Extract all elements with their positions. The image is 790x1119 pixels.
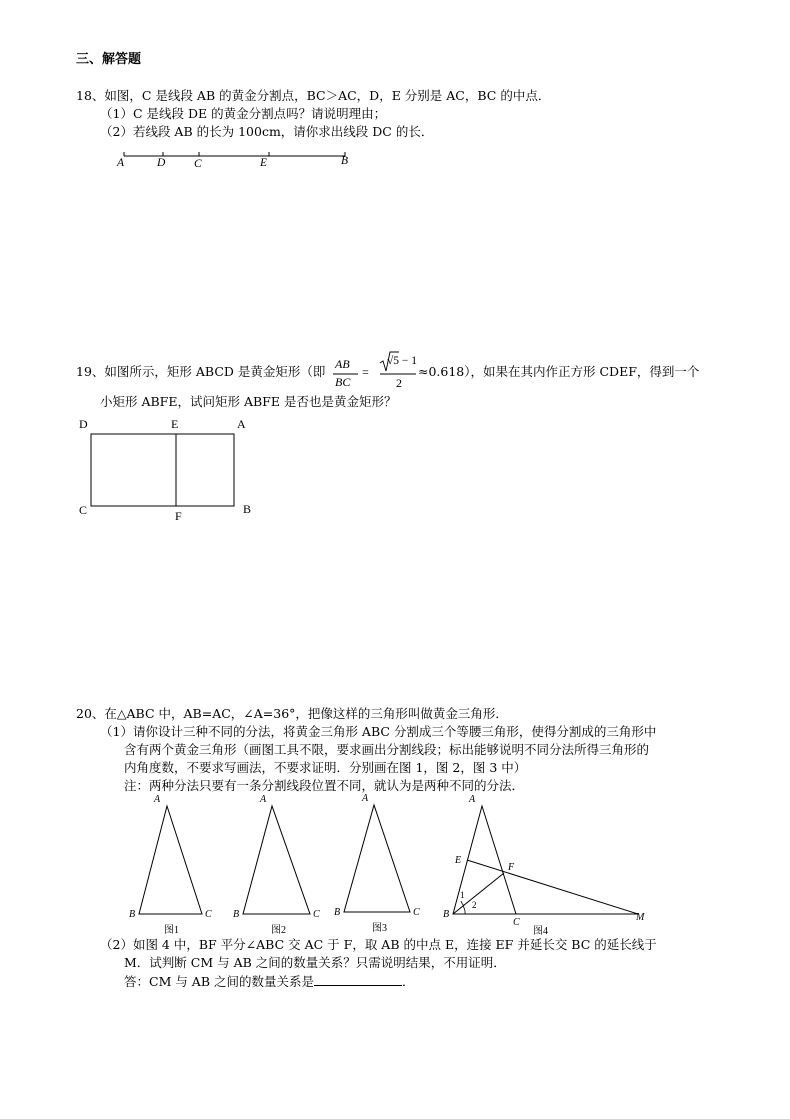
q18-segment-figure (124, 152, 345, 156)
fig2-label-A: A (260, 794, 267, 805)
fig3-caption: 图3 (372, 923, 387, 934)
fig4-label-C: C (513, 917, 520, 928)
q18-sub2: （2）若线段 AB 的长为 100cm，请你求出线段 DC 的长． (100, 124, 434, 139)
q19-label-D: D (79, 417, 88, 431)
q18-sub1: （1）C 是线段 DE 的黄金分割点吗？请说明理由； (100, 106, 387, 121)
q20-sub1-line2: 含有两个黄金三角形（画图工具不限，要求画出分割线段；标出能够说明不同分法所得三角形的 (124, 742, 650, 757)
fig4-label-B: B (443, 909, 450, 920)
q18-label-D: D (157, 157, 166, 169)
q20-answer-end: ． (402, 974, 415, 989)
fig4-angle-1: 1 (460, 890, 465, 900)
fig2-label-C: C (313, 909, 320, 920)
q20-sub1-line3: 内角度数，不要求写画法，不要求证明．分别画在图 1，图 2，图 3 中） (124, 760, 527, 775)
q19-label-E: E (171, 417, 179, 431)
q19-line2: 小矩形 ABFE，试问矩形 ABFE 是否也是黄金矩形？ (100, 394, 397, 409)
q19-rectangle-figure (91, 434, 234, 506)
fig4-label-E: E (455, 855, 462, 866)
fig2-caption: 图2 (271, 925, 286, 936)
q20-answer-text: 答：CM 与 AB 之间的数量关系是 (124, 974, 314, 989)
fig2-triangle (243, 806, 310, 914)
q19-sqrt-expr: √5 − 1 (387, 355, 418, 367)
q19-approx: ≈0.618），如果在其内作正方形 CDEF，得到一个 (418, 364, 700, 379)
q20-stem: 20、在△ABC 中，AB=AC，∠A=36°，把像这样的三角形叫做黄金三角形． (76, 706, 508, 721)
fig1-label-B: B (129, 909, 136, 920)
fig4-label-M: M (636, 912, 645, 923)
q19-eq: = (362, 365, 369, 379)
section-title: 三、解答题 (76, 52, 142, 67)
fig4-angle-2: 2 (472, 900, 477, 910)
fig3-label-C: C (413, 907, 420, 918)
fig4-diagram (453, 806, 638, 914)
q18-label-A: A (117, 157, 125, 169)
fig3-label-A: A (362, 793, 369, 804)
q19-label-F: F (175, 509, 182, 523)
q19-label-A: A (237, 417, 246, 431)
answer-blank[interactable] (314, 973, 402, 986)
fig4-label-A: A (469, 794, 476, 805)
q19-label-B: B (243, 502, 252, 516)
fig4-label-F: F (508, 862, 515, 873)
q18-label-E: E (260, 157, 268, 169)
fig4-caption: 图4 (533, 926, 548, 937)
q18-label-C: C (194, 158, 202, 170)
q20-sub1-line1: （1）请你设计三种不同的分法，将黄金三角形 ABC 分割成三个等腰三角形，使得分割成的三角形中 (100, 724, 657, 739)
q19-frac-num: AB (335, 357, 350, 371)
q19-stem-a: 19、如图所示，矩形 ABCD 是黄金矩形（即 (76, 364, 326, 379)
fig1-label-C: C (205, 909, 212, 920)
q18-stem: 18、如图，C 是线段 AB 的黄金分割点，BC＞AC，D，E 分别是 AC，BC 的中点． (76, 88, 551, 103)
q19-label-C: C (79, 503, 88, 517)
fig3-label-B: B (334, 907, 341, 918)
q19-frac-den: BC (335, 375, 351, 389)
q20-note: 注：两种分法只要有一条分割线段位置不同，就认为是两种不同的分法． (124, 778, 525, 793)
q20-sub2-line1: （2）如图 4 中，BF 平分∠ABC 交 AC 于 F，取 AB 的中点 E，连接 EF 并延长交 BC 的延长线于 (100, 937, 657, 952)
fig1-caption: 图1 (164, 925, 179, 936)
fig3-triangle (344, 805, 410, 912)
fig2-label-B: B (233, 909, 240, 920)
q20-answer (124, 973, 415, 990)
q19-sqrt-den: 2 (396, 376, 402, 390)
q20-sub2-line2: M．试判断 CM 与 AB 之间的数量关系？只需说明结果，不用证明． (124, 955, 506, 970)
fig1-label-A: A (154, 794, 161, 805)
fig1-triangle (139, 806, 202, 914)
q18-label-B: B (341, 155, 349, 167)
